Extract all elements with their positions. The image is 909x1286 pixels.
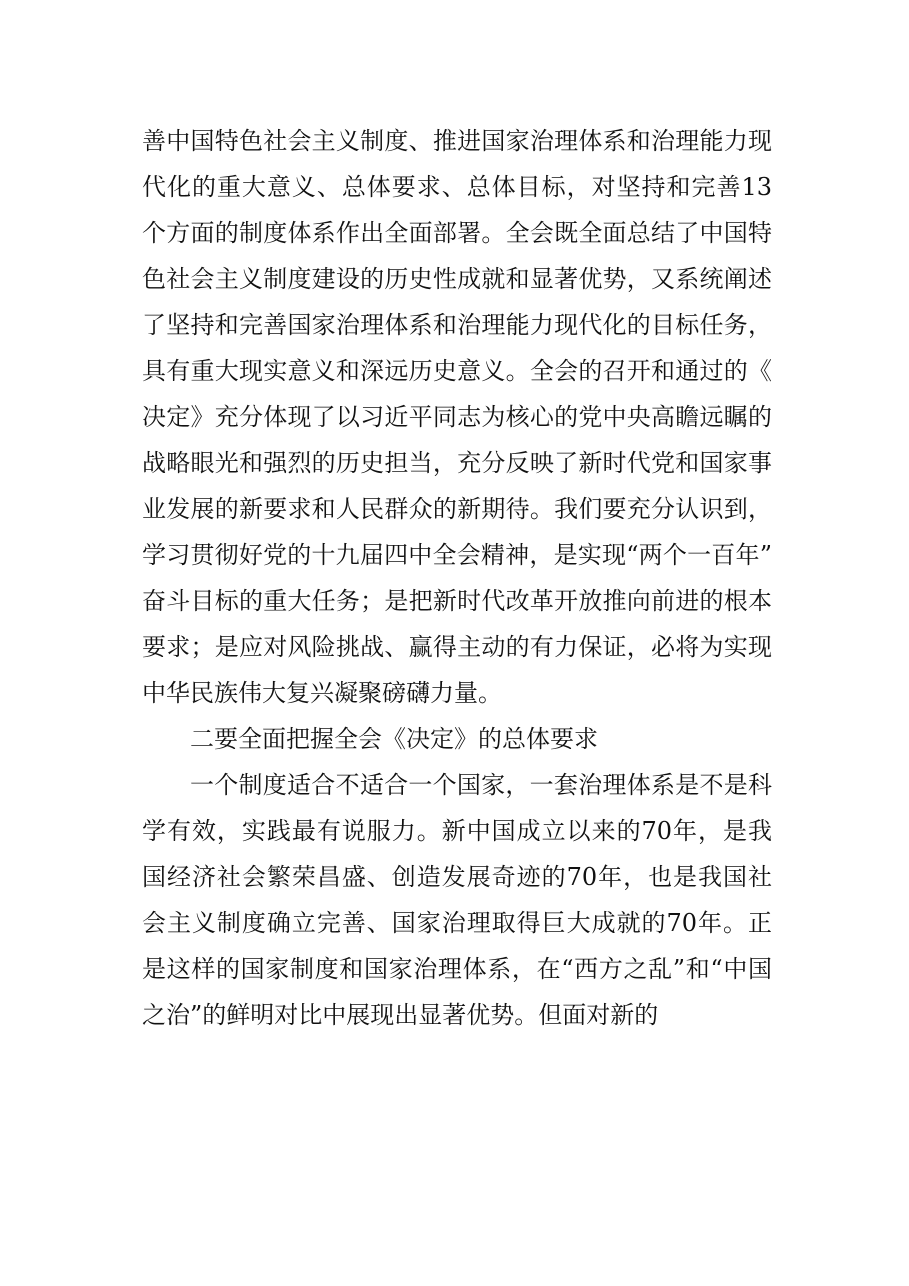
document-body	[142, 118, 772, 1038]
body-paragraph: 一个制度适合不适合一个国家，一套治理体系是不是科学有效，实践最有说服力。新中国成立以来的70年，是我国经济社会繁荣昌盛、创造发展奇迹的70年，也是我国社会主义制度确立完善、国家治理取得巨大成就的70年。正是这样的国家制度和国家治理体系，在“西方之乱”和“中国之治”的鲜明对比中展现出显著优势。但面对新的	[142, 771, 772, 1029]
body-paragraph-continued: 善中国特色社会主义制度、推进国家治理体系和治理能力现代化的重大意义、总体要求、总体目标，对坚持和完善13个方面的制度体系作出全面部署。全会既全面总结了中国特色社会主义制度建设的历史性成就和显著优势，又系统阐述了坚持和完善国家治理体系和治理能力现代化的目标任务，具有重大现实意义和深远历史意义。全会的召开和通过的《决定》充分体现了以习近平同志为核心的党中央高瞻远瞩的战略眼光和强烈的历史担当，充分反映了新时代党和国家事业发展的新要求和人民群众的新期待。我们要充分认识到，学习贯彻好党的十九届四中全会精神，是实现“两个一百年”奋斗目标的重大任务；是把新时代改革开放推向前进的根本要求；是应对风险挑战、赢得主动的有力保证，必将为实现中华民族伟大复兴凝聚磅礴力量。	[142, 127, 772, 707]
section-heading: 二要全面把握全会《决定》的总体要求	[190, 725, 598, 753]
